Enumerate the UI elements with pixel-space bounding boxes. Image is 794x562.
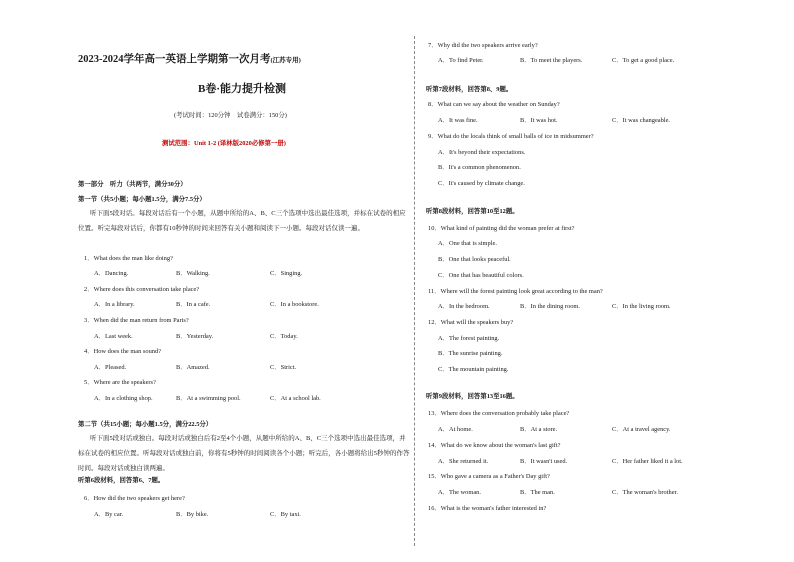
option-c: C．In a bookstore. — [270, 301, 319, 308]
exam-title-text: 2023-2024学年高一英语上学期第一次月考 — [78, 54, 271, 65]
option-a: A．By car. — [94, 511, 124, 518]
question-text: 3．When did the man return from Paris? — [84, 317, 189, 324]
option-a: A．To find Peter. — [438, 57, 484, 64]
part1-heading: 第一部分 听力（共两节，满分30分） — [78, 181, 187, 188]
option-c: C．By taxi. — [270, 511, 301, 518]
question-text: 16．What is the woman's father interested in? — [428, 505, 547, 512]
question-text: 10．What kind of painting did the woman prefer at first? — [428, 225, 575, 232]
option-b: B．By bike. — [176, 511, 209, 518]
test-scope: 测试范围：Unit 1-2 (译林版2020必修第一册) — [162, 140, 286, 147]
option-b: B．Amazed. — [176, 364, 210, 371]
option-b: B．In a cafe. — [176, 301, 211, 308]
option-b: B．It was hot. — [520, 117, 558, 124]
exam-subtitle: B卷·能力提升检测 — [198, 83, 287, 95]
question-text: 1．What does the man like doing? — [84, 255, 173, 262]
option-b: B．The man. — [520, 489, 555, 496]
option-c: C．In the living room. — [612, 303, 671, 310]
exam-title-note: (江苏专用) — [270, 57, 301, 64]
option-a: A．In a library. — [94, 301, 135, 308]
option-a: A．The forest painting. — [438, 335, 500, 342]
option-c: C．At a travel agency. — [612, 426, 671, 433]
option-b: B．To meet the players. — [520, 57, 583, 64]
option-b: B．It wasn't used. — [520, 458, 568, 465]
option-a: A．The woman. — [438, 489, 481, 496]
option-a: A．In a clothing shop. — [94, 395, 153, 402]
option-b: B．At a swimming pool. — [176, 395, 241, 402]
option-a: A．It's beyond their expectations. — [438, 149, 526, 156]
question-text: 13．Where does the conversation probably take place? — [428, 410, 570, 417]
option-b: B．At a store. — [520, 426, 558, 433]
option-c: C．One that has beautiful colors. — [438, 272, 524, 279]
option-b: B．Yesterday. — [176, 333, 214, 340]
option-c: C．Today. — [270, 333, 298, 340]
material-7-heading: 听第7段材料，回答第8、9题。 — [426, 86, 513, 93]
question-text: 9．What do the locals think of small balls of ice in midsummer? — [428, 133, 594, 140]
question-text: 4．How does the man sound? — [84, 348, 162, 355]
section1-instructions: 听下面5段对话。每段对话后有一个小题，从题中所给的A、B、C三个选项中选出最佳选项，并标在试卷的相应位置。听完每段对话后，你都有10秒钟的时间来回答有关小题和阅读下一小题。每段对话仅读一遍。 — [78, 210, 406, 232]
option-b: B．One that looks peaceful. — [438, 256, 511, 263]
question-text: 14．What do we know about the woman's last gift? — [428, 442, 561, 449]
option-c: C．Strict. — [270, 364, 297, 371]
question-text: 5．Where are the speakers? — [84, 379, 156, 386]
option-c: C．To get a good place. — [612, 57, 675, 64]
option-a: A．One that is simple. — [438, 240, 497, 247]
material-9-heading: 听第9段材料，回答第13至16题。 — [426, 393, 519, 400]
question-text: 7．Why did the two speakers arrive early? — [428, 42, 538, 49]
section2-instructions: 听下面5段对话或独白。每段对话或独白后有2至4个小题，从题中所给的A、B、C三个选项中选出最佳选项，并标在试卷的相应位置。听每段对话或独白前，你将有5秒钟的时间阅读各个小题；听完后，各小题将给出5秒钟的作答时间。每段对话或独白读两遍。 — [78, 435, 410, 472]
section1-heading: 第一节（共5小题；每小题1.5分，满分7.5分） — [78, 196, 206, 203]
material-6-heading: 听第6段材料，回答第6、7题。 — [78, 477, 165, 484]
question-text: 6．How did the two speakers get here? — [84, 495, 185, 502]
question-text: 11．Where will the forest painting look great according to the man? — [428, 288, 603, 295]
section2-heading: 第二节（共15小题；每小题1.5分，满分22.5分） — [78, 421, 213, 428]
option-b: B．Walking. — [176, 270, 210, 277]
question-text: 12．What will the speakers buy? — [428, 319, 514, 326]
option-a: A．In the bedroom. — [438, 303, 490, 310]
option-c: C．At a school lab. — [270, 395, 321, 402]
question-text: 15．Who gave a camera as a Father's Day gift? — [428, 473, 550, 480]
option-b: B．In the dining room. — [520, 303, 580, 310]
option-b: B．The sunrise painting. — [438, 350, 503, 357]
option-a: A．It was fine. — [438, 117, 478, 124]
option-a: A．Last week. — [94, 333, 133, 340]
question-text: 8．What can we say about the weather on Sunday? — [428, 101, 560, 108]
exam-info: (考试时间：120分钟 试卷满分：150分) — [174, 112, 287, 119]
option-c: C．It was changeable. — [612, 117, 671, 124]
option-c: C．The mountain painting. — [438, 366, 509, 373]
option-c: C．Her father liked it a lot. — [612, 458, 683, 465]
question-text: 2．Where does this conversation take place? — [84, 286, 200, 293]
option-b: B．It's a common phenomenon. — [438, 164, 521, 171]
option-c: C．It's caused by climate change. — [438, 180, 525, 187]
material-8-heading: 听第8段材料，回答第10至12题。 — [426, 208, 519, 215]
option-a: A．At home. — [438, 426, 473, 433]
option-c: C．The woman's brother. — [612, 489, 678, 496]
option-c: C．Singing. — [270, 270, 303, 277]
option-a: A．Dancing. — [94, 270, 129, 277]
column-divider — [414, 36, 415, 546]
option-a: A．She returned it. — [438, 458, 489, 465]
option-a: A．Pleased. — [94, 364, 127, 371]
exam-title — [78, 56, 301, 65]
